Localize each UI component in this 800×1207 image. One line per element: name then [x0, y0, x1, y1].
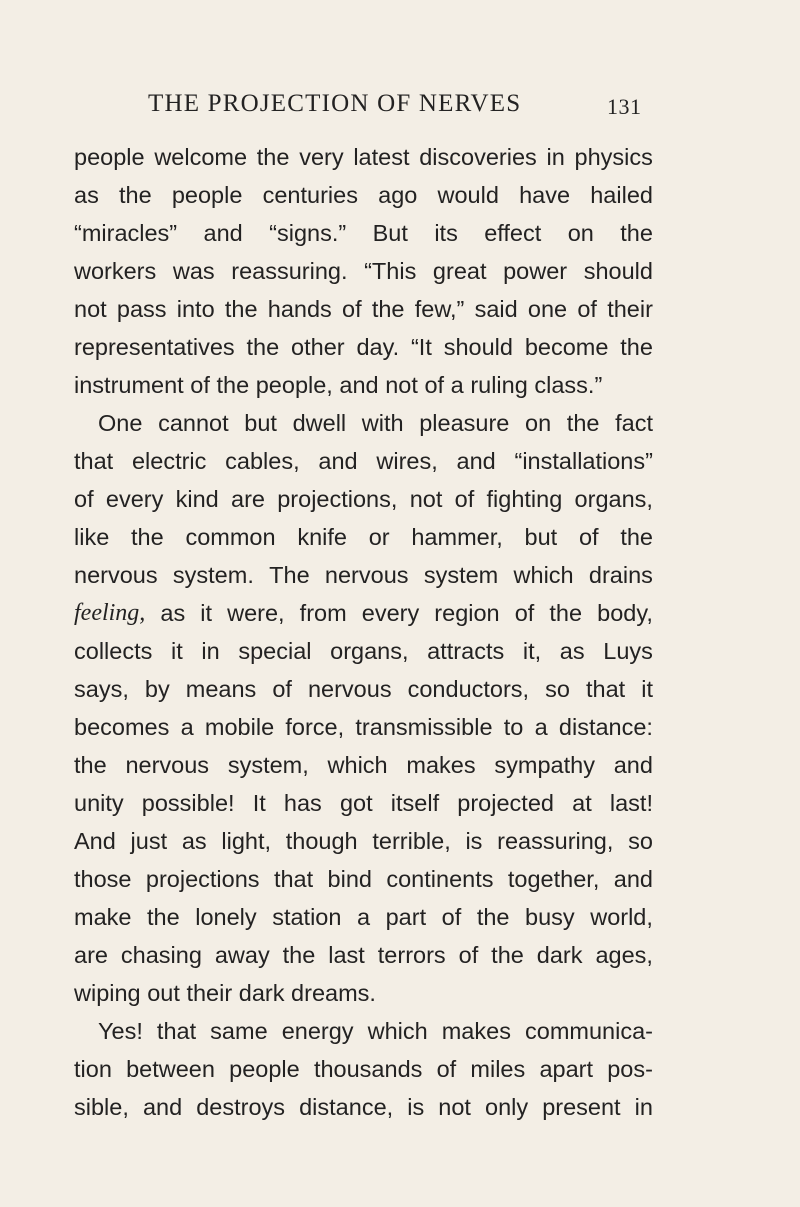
text-line: becomes a mobile force, transmissible to a distance: — [74, 714, 653, 740]
text-line: people welcome the very latest discoveries in physics — [74, 144, 653, 170]
text-line: collects it in special organs, attracts it, as Luys — [74, 638, 653, 664]
text-line: Yes! that same energy which makes communica- — [98, 1018, 653, 1044]
text-line: says, by means of nervous conductors, so that it — [74, 676, 653, 702]
running-title: THE PROJECTION OF NERVES — [148, 90, 522, 117]
text-line: sible, and destroys distance, is not only present in — [74, 1094, 653, 1120]
text-line: not pass into the hands of the few,” said one of their — [74, 296, 653, 322]
text-line: unity possible! It has got itself projected at last! — [74, 790, 653, 816]
text-line: the nervous system, which makes sympathy and — [74, 752, 653, 778]
text-line: instrument of the people, and not of a ruling class.” — [74, 372, 603, 398]
text-line: “miracles” and “signs.” But its effect on the — [74, 220, 653, 246]
text-line: that electric cables, and wires, and “installations” — [74, 448, 653, 474]
text-line: representatives the other day. “It should become the — [74, 334, 653, 360]
text-line: feeling, as it were, from every region of the body, — [74, 600, 653, 626]
page-number: 131 — [607, 94, 642, 119]
text-line: tion between people thousands of miles apart pos- — [74, 1056, 653, 1082]
text-line: And just as light, though terrible, is reassuring, so — [74, 828, 653, 854]
text-line: of every kind are projections, not of fighting organs, — [74, 486, 653, 512]
text-line: are chasing away the last terrors of the dark ages, — [74, 942, 653, 968]
text-line: like the common knife or hammer, but of the — [74, 524, 653, 550]
text-line: wiping out their dark dreams. — [74, 980, 376, 1006]
text-line: workers was reassuring. “This great power should — [74, 258, 653, 284]
text-line: One cannot but dwell with pleasure on the fact — [98, 410, 653, 436]
text-line: make the lonely station a part of the busy world, — [74, 904, 653, 930]
text-line: those projections that bind continents together, and — [74, 866, 653, 892]
body-text — [74, 138, 653, 1126]
text-line: as the people centuries ago would have hailed — [74, 182, 653, 208]
text-line: nervous system. The nervous system which drains — [74, 562, 653, 588]
